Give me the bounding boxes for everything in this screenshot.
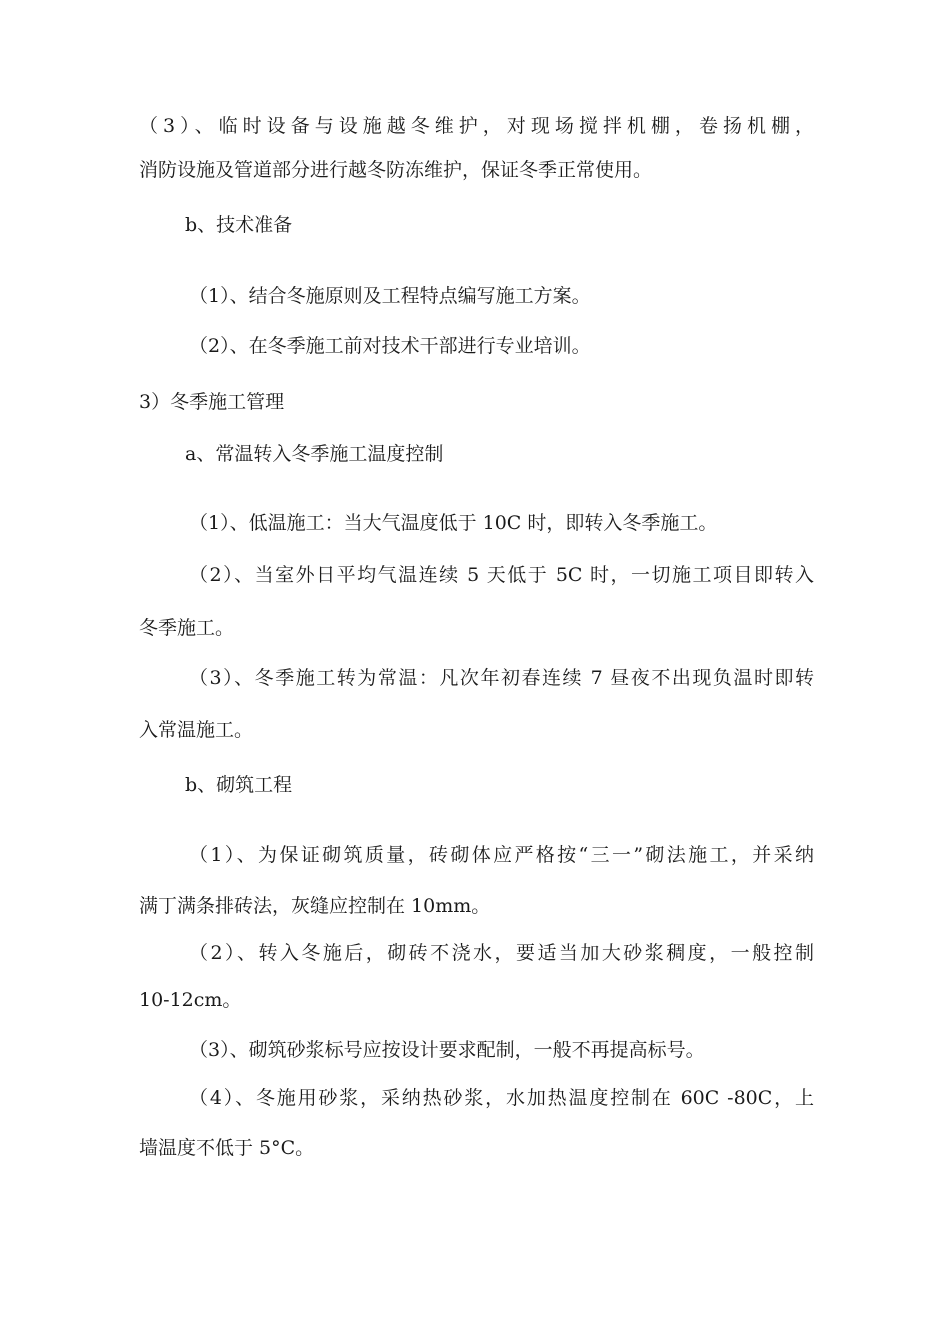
paragraph-line: 消防设施及管道部分进行越冬防冻维护，保证冬季正常使用。 [139, 159, 653, 181]
paragraph-line: （1）、结合冬施原则及工程特点编写施工方案。 [189, 285, 591, 307]
section-heading: b、砌筑工程 [185, 774, 293, 796]
paragraph-line: 入常温施工。 [139, 719, 254, 741]
paragraph-line: （4）、冬施用砂浆，采纳热砂浆，水加热温度控制在 60C -80C，上 [189, 1087, 814, 1109]
section-heading: b、技术准备 [185, 214, 293, 236]
paragraph-line: （2）、当室外日平均气温连续 5 天低于 5C 时，一切施工项目即转入 [189, 564, 814, 586]
paragraph-line: （2）、在冬季施工前对技术干部进行专业培训。 [189, 335, 591, 357]
paragraph-line: 冬季施工。 [139, 617, 235, 639]
paragraph-line: （3）、冬季施工转为常温：凡次年初春连续 7 昼夜不出现负温时即转 [189, 667, 814, 689]
paragraph-line: （3）、临时设备与设施越冬维护，对现场搅拌机棚，卷扬机棚， [139, 115, 814, 137]
section-heading: 3）冬季施工管理 [139, 391, 285, 413]
paragraph-line: （3）、砌筑砂浆标号应按设计要求配制，一般不再提高标号。 [189, 1039, 705, 1061]
paragraph-line: （2）、转入冬施后，砌砖不浇水，要适当加大砂浆稠度，一般控制 [189, 942, 814, 964]
paragraph-line: （1）、为保证砌筑质量，砖砌体应严格按“三一”砌法施工，并采纳 [189, 844, 814, 866]
paragraph-line: 满丁满条排砖法，灰缝应控制在 10mm。 [139, 895, 491, 917]
paragraph-line: （1）、低温施工：当大气温度低于 10C 时，即转入冬季施工。 [189, 512, 718, 534]
paragraph-line: 10-12cm。 [139, 989, 242, 1011]
paragraph-line: 墙温度不低于 5°C。 [139, 1137, 315, 1159]
section-heading: a、常温转入冬季施工温度控制 [185, 443, 444, 465]
